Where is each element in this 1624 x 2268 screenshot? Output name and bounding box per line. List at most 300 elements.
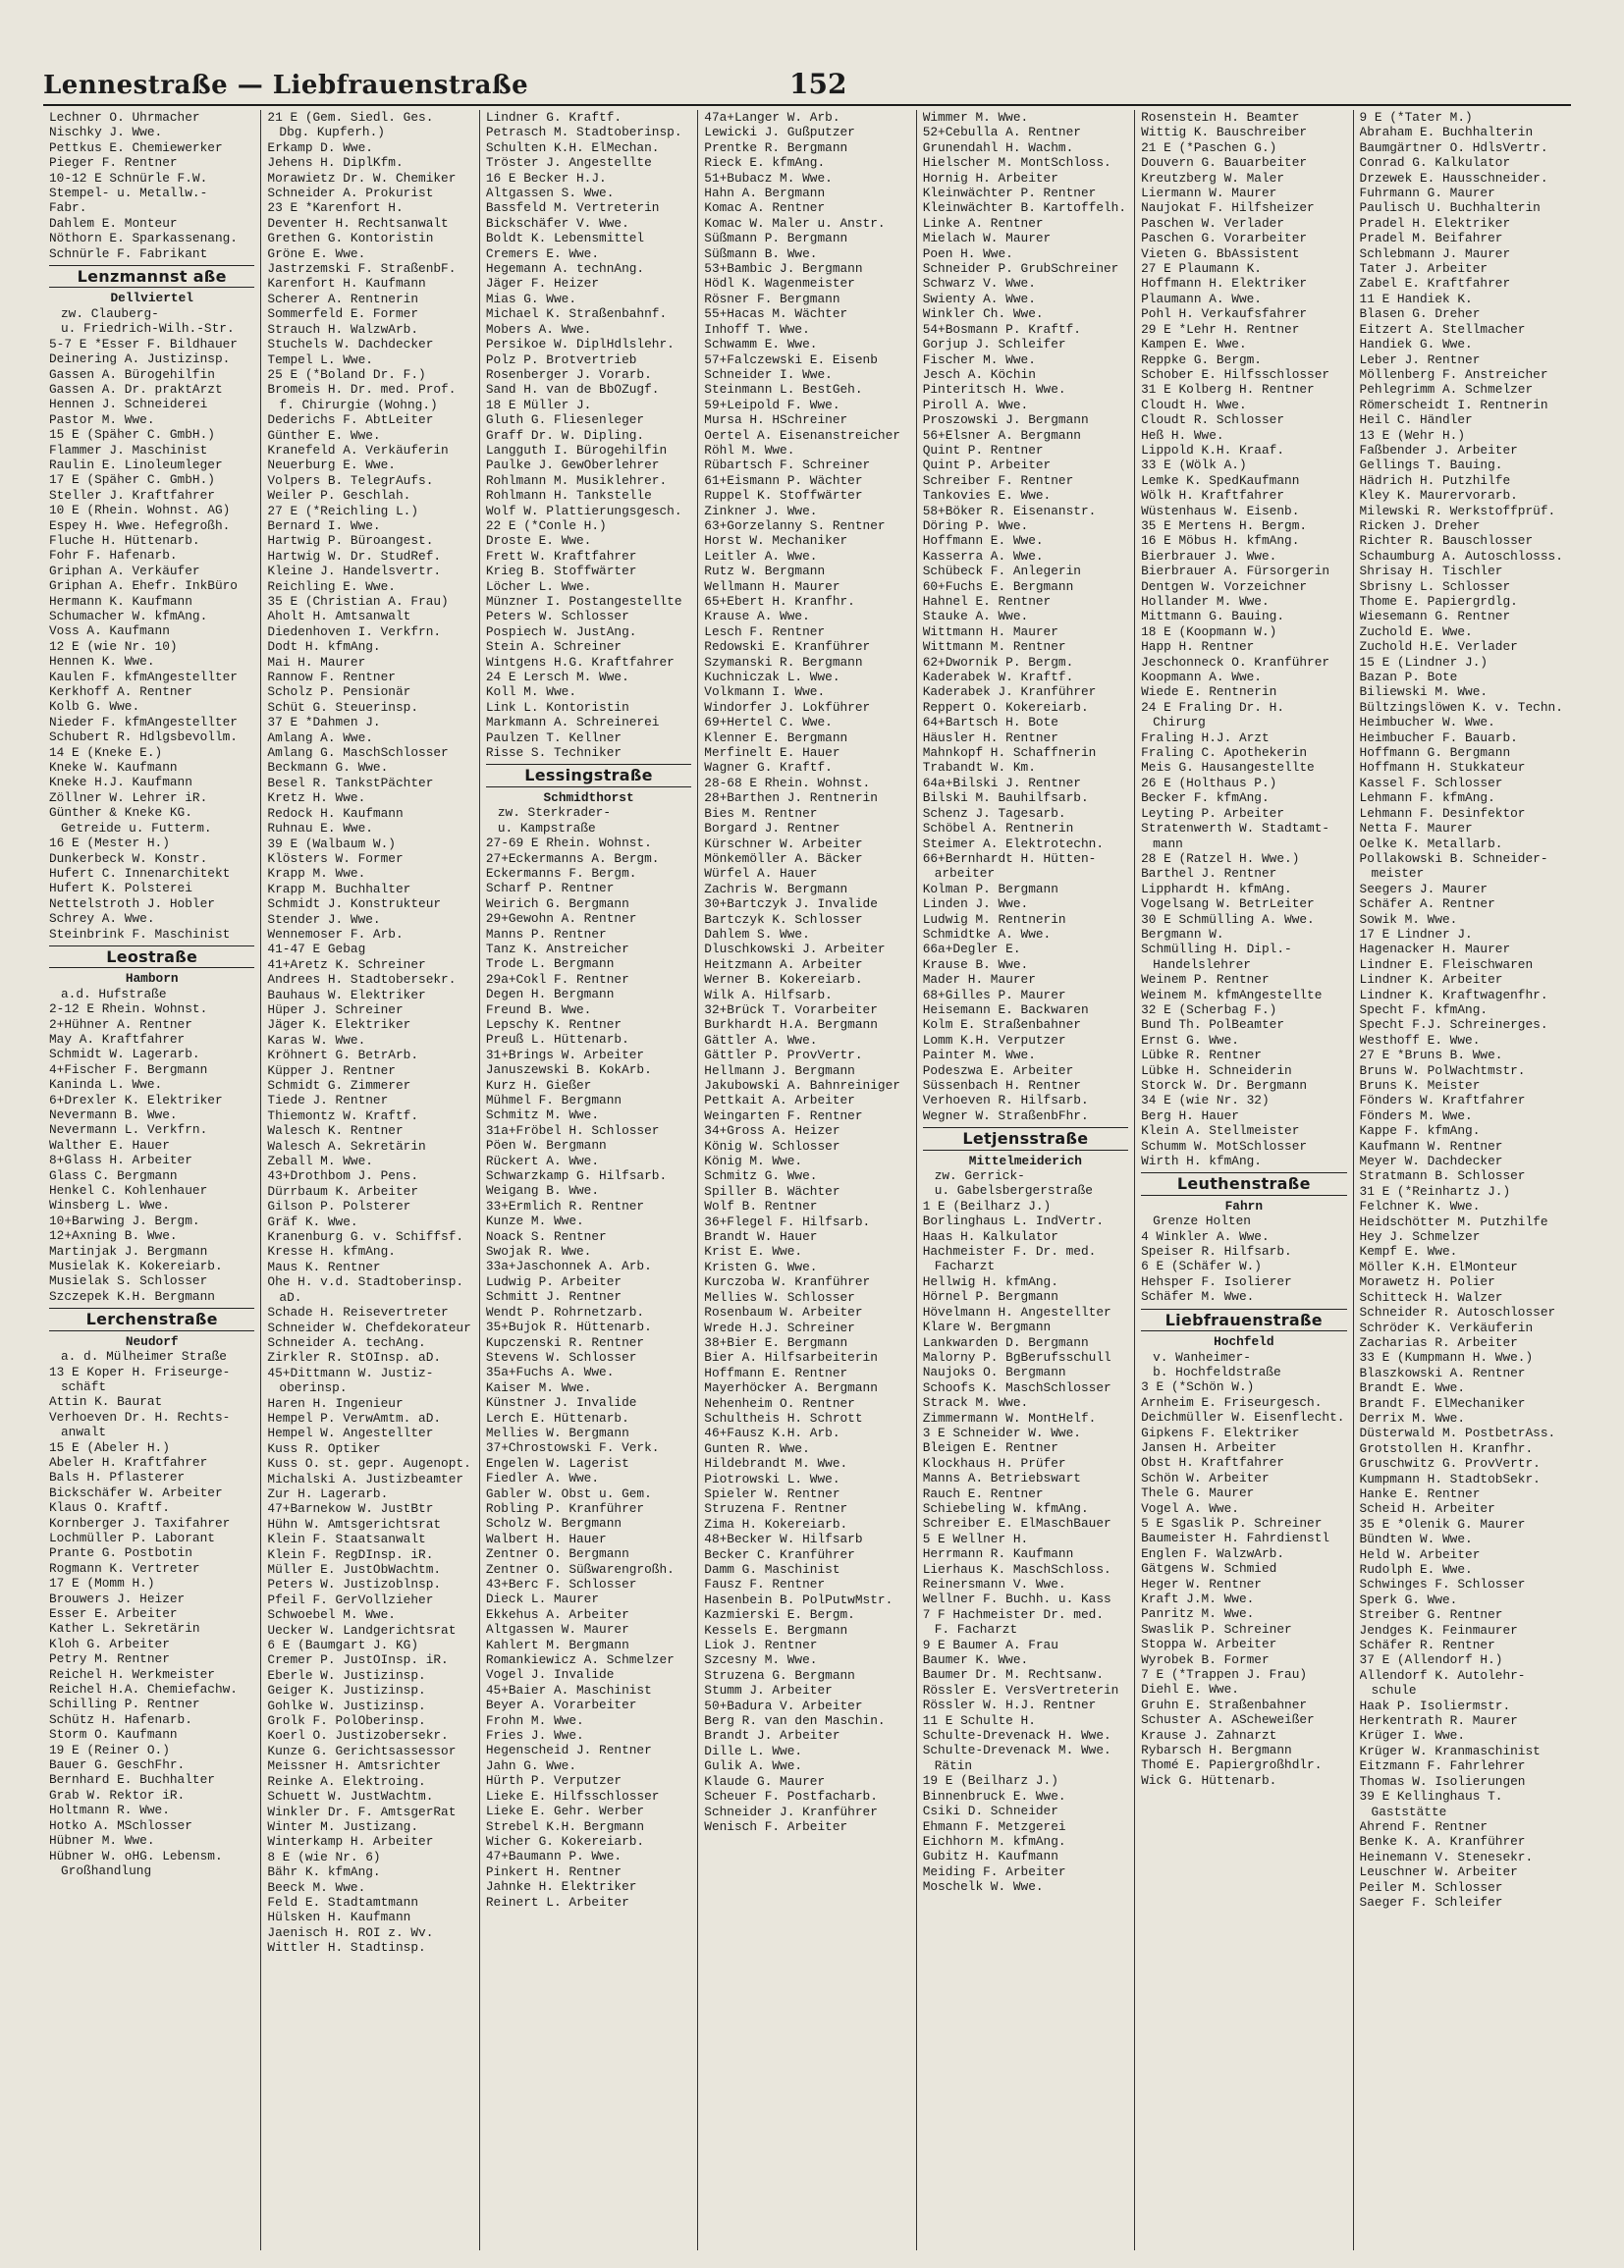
directory-entry: Hachmeister F. Dr. med.	[922, 1244, 1097, 1260]
directory-entry: Linden J. Wwe.	[922, 896, 1029, 912]
directory-entry: Aholt H. Amtsanwalt	[267, 609, 411, 624]
directory-entry: Schmülling H. Dipl.-	[1141, 942, 1292, 957]
directory-entry: Krüger W. Kranmaschinist	[1359, 1743, 1541, 1758]
directory-entry: Schmidtke A. Wwe.	[922, 926, 1052, 942]
directory-entry: Redowski E. Kranführer	[704, 639, 871, 655]
directory-entry: Schneider A. Prokurist	[267, 186, 434, 201]
directory-entry: Petrasch M. Stadtoberinsp.	[485, 125, 682, 140]
directory-entry: Andrees H. Stadtobersekr.	[267, 972, 457, 988]
directory-entry: Klein F. RegDInsp. iR.	[267, 1546, 434, 1562]
directory-entry: Hagenacker H. Maurer	[1359, 942, 1511, 957]
directory-entry: Saeger F. Schleifer	[1359, 1894, 1503, 1910]
directory-entry: Hey J. Schmelzer	[1359, 1229, 1481, 1245]
directory-entry: Lepschy K. Rentner	[485, 1016, 623, 1032]
directory-entry: Januszewski B. KokArb.	[485, 1062, 652, 1078]
directory-entry: 2-12 E Rhein. Wohnst.	[49, 1001, 208, 1017]
district-name: Hamborn	[125, 971, 179, 987]
directory-entry: Gätgens W. Schmied	[1141, 1561, 1277, 1577]
directory-entry: Schöbel A. Rentnerin	[922, 821, 1074, 837]
directory-entry: 32+Brück T. Vorarbeiter	[704, 1001, 878, 1017]
directory-entry: 47a+Langer W. Arb.	[704, 110, 840, 125]
directory-entry: Englen F. WalzwArb.	[1141, 1545, 1285, 1561]
street-heading: Lessingstraße	[486, 764, 691, 786]
directory-entry: Zima H. Kokereiarb.	[704, 1516, 848, 1532]
directory-entry: Fönders M. Wwe.	[1359, 1107, 1473, 1123]
directory-entry: Henkel C. Kohlenhauer	[49, 1183, 208, 1199]
directory-entry: Biliewski M. Wwe.	[1359, 684, 1489, 700]
directory-entry: Bilski M. Bauhilfsarb.	[922, 790, 1089, 806]
street-heading: Lerchenstraße	[49, 1308, 254, 1330]
directory-entry: Mühmel F. Bergmann	[485, 1093, 623, 1107]
directory-entry: Reichling E. Wwe.	[267, 578, 396, 594]
directory-entry: Hildebrandt M. Wwe.	[704, 1456, 848, 1472]
directory-entry: 60+Fuchs E. Bergmann	[922, 578, 1074, 594]
directory-entry: Gruschwitz G. ProvVertr.	[1359, 1456, 1541, 1472]
directory-entry: Mader H. Maurer	[922, 972, 1036, 988]
directory-entry: 10 E (Rhein. Wohnst. AG)	[49, 503, 231, 518]
directory-entry: Brandt F. ElMechaniker	[1359, 1395, 1526, 1411]
directory-entry: 58+Böker R. Eisenanstr.	[922, 503, 1097, 518]
directory-entry: Neuerburg E. Wwe.	[267, 458, 396, 473]
directory-entry: Baumgärtner O. HdlsVertr.	[1359, 139, 1548, 155]
directory-entry: Kloh G. Arbeiter	[49, 1636, 170, 1651]
directory-entry: Schulte-Drevenack M. Wwe.	[922, 1743, 1111, 1758]
directory-entry: Rosenbaum W. Arbeiter	[704, 1305, 863, 1321]
directory-entry: Hüper J. Schreiner	[267, 1001, 404, 1017]
directory-entry: Schäfer R. Rentner	[1359, 1638, 1495, 1653]
directory-entry: Hädrich H. Putzhilfe	[1359, 472, 1511, 488]
directory-entry: Tempel L. Wwe.	[267, 351, 373, 367]
street-heading: Leuthenstraße	[1141, 1172, 1346, 1195]
directory-entry: Glass C. Bergmann	[49, 1167, 178, 1183]
directory-entry: Derrix M. Wwe.	[1359, 1410, 1466, 1426]
directory-entry: Reinke A. Elektroing.	[267, 1773, 426, 1789]
directory-entry: Wennemoser F. Arb.	[267, 926, 404, 942]
directory-entry: Borlinghaus L. IndVertr.	[922, 1214, 1104, 1229]
directory-entry: Klockhaus H. Prüfer	[922, 1455, 1066, 1471]
directory-entry: Gabler W. Obst u. Gem.	[485, 1485, 652, 1501]
directory-entry: Wölk H. Kraftfahrer	[1141, 488, 1285, 504]
directory-entry: Künstner J. Invalide	[485, 1395, 637, 1411]
directory-entry: Günther E. Wwe.	[267, 427, 381, 443]
directory-entry: Winsberg L. Wwe.	[49, 1198, 170, 1214]
directory-entry: Walbert H. Hauer	[485, 1531, 607, 1546]
directory-entry: Becker F. kfmAng.	[1141, 790, 1270, 806]
directory-entry: 21 E (Gem. Siedl. Ges.	[267, 110, 434, 125]
directory-entry: Scherer A. Rentnerin	[267, 291, 419, 306]
directory-entry: Pfeil F. GerVollzieher	[267, 1592, 434, 1607]
directory-entry: Tröster J. Angestellte	[485, 155, 652, 171]
directory-entry: 63+Gorzelanny S. Rentner	[704, 517, 886, 533]
directory-entry: Kerkhoff A. Rentner	[49, 684, 192, 700]
directory-entry: Lewicki J. Gußputzer	[704, 125, 855, 140]
directory-entry: Hübner M. Wwe.	[49, 1833, 155, 1849]
directory-entry: Vogelsang W. BetrLeiter	[1141, 896, 1315, 912]
entry-continuation: anwalt	[61, 1425, 107, 1440]
directory-entry: Hoffmann E. Rentner	[704, 1365, 848, 1380]
directory-entry: Kleinwächter P. Rentner	[922, 186, 1097, 201]
directory-entry: Tankovies E. Wwe.	[922, 488, 1052, 504]
directory-entry: 37 E (Allendorf H.)	[1359, 1652, 1503, 1668]
directory-entry: Douvern G. Bauarbeiter	[1141, 155, 1308, 171]
directory-entry: Handiek G. Wwe.	[1359, 337, 1473, 352]
directory-entry: Mielach W. Maurer	[922, 231, 1052, 246]
directory-entry: Fausz F. Rentner	[704, 1577, 826, 1593]
directory-entry: Petry M. Rentner	[49, 1651, 170, 1667]
directory-entry: 27 E (*Reichling L.)	[267, 503, 419, 518]
directory-entry: Jäger F. Heizer	[485, 276, 600, 292]
directory-entry: Pinteritsch H. Wwe.	[922, 382, 1066, 398]
directory-entry: Feld E. Stadtamtmann	[267, 1894, 419, 1910]
directory-entry: Schade H. Reisevertreter	[267, 1305, 449, 1321]
directory-entry: Abeler H. Kraftfahrer	[49, 1454, 208, 1470]
directory-entry: 9 E Baumer A. Frau	[922, 1637, 1058, 1652]
directory-entry: Wendt P. Rohrnetzarb.	[485, 1304, 645, 1320]
directory-entry: 19 E (Reiner O.)	[49, 1742, 170, 1757]
directory-entry: Besel R. TankstPächter	[267, 775, 434, 790]
directory-entry: Meiding F. Arbeiter	[922, 1863, 1066, 1879]
directory-entry: Mellies W. Bergmann	[485, 1425, 629, 1440]
directory-entry: Schröder K. Verkäuferin	[1359, 1320, 1534, 1335]
directory-entry: Münzner I. Postangestellte	[485, 594, 682, 609]
directory-entry: 31 E Kolberg H. Rentner	[1141, 382, 1315, 398]
district-name: Dellviertel	[110, 291, 193, 306]
directory-entry: Krapp M. Wwe.	[267, 866, 366, 882]
directory-entry: 61+Eismann P. Wächter	[704, 472, 863, 488]
directory-entry: Hühn W. Amtsgerichtsrat	[267, 1516, 442, 1532]
directory-entry: Schumacher W. kfmAng.	[49, 609, 208, 623]
directory-entry: Eitzert A. Stellmacher	[1359, 321, 1526, 337]
directory-entry: Gulik A. Wwe.	[704, 1758, 803, 1774]
directory-entry: Peters W. Schlosser	[485, 609, 629, 624]
directory-entry: Zimmermann W. MontHelf.	[922, 1410, 1097, 1426]
directory-entry: Hödl K. Wagenmeister	[704, 276, 855, 292]
directory-entry: Jeschonneck O. Kranführer	[1141, 654, 1330, 670]
directory-entry: Komac A. Rentner	[704, 200, 826, 216]
directory-entry: Attin K. Baurat	[49, 1394, 163, 1410]
directory-entry: 39 E Kellinghaus T.	[1359, 1789, 1503, 1805]
directory-entry: Diedenhoven I. Verkfrn.	[267, 623, 442, 639]
directory-entry: Schulte-Drevenack H. Wwe.	[922, 1728, 1111, 1744]
directory-entry: Paschen W. Verlader	[1141, 215, 1285, 231]
directory-entry: Deinering A. Justizinsp.	[49, 351, 231, 367]
directory-entry: Reichel H. Werkmeister	[49, 1666, 215, 1682]
directory-entry: Nehenheim O. Rentner	[704, 1395, 855, 1411]
directory-entry: Jesch A. Köchin	[922, 366, 1036, 382]
directory-entry: Hoffmann H. Stukkateur	[1359, 760, 1526, 776]
directory-entry: Pohl H. Verkaufsfahrer	[1141, 306, 1308, 322]
directory-entry: Zabel E. Kraftfahrer	[1359, 276, 1511, 292]
directory-entry: Kappe F. kfmAng.	[1359, 1123, 1481, 1139]
directory-entry: Liok J. Rentner	[704, 1638, 818, 1653]
directory-entry: 37+Chrostowski F. Verk.	[485, 1440, 660, 1456]
directory-entry: Wagner G. Kraftf.	[704, 760, 833, 776]
directory-entry: Volpers B. TelegrAufs.	[267, 472, 434, 488]
directory-entry: Schmitz M. Wwe.	[485, 1107, 600, 1123]
directory-entry: Mönkemöller A. Bäcker	[704, 850, 863, 866]
directory-entry: 66+Bernhardt H. Hütten-	[922, 850, 1097, 866]
directory-entry: Liermann W. Maurer	[1141, 186, 1277, 201]
entry-continuation: Rätin	[934, 1757, 973, 1773]
directory-entry: Beckmann G. Wwe.	[267, 760, 389, 776]
directory-entry: Schneider J. Kranführer	[704, 1804, 878, 1819]
directory-entry: Barthel J. Rentner	[1141, 866, 1277, 882]
directory-entry: Zacharias R. Arbeiter	[1359, 1334, 1518, 1350]
directory-entry: Schäfer A. Rentner	[1359, 896, 1495, 912]
directory-entry: Zachris W. Bergmann	[704, 881, 848, 896]
directory-entry: Dentgen W. Vorzeichner	[1141, 578, 1308, 594]
directory-entry: Eitzmann F. Fahrlehrer	[1359, 1758, 1526, 1774]
directory-entry: Hahn A. Bergmann	[704, 186, 826, 201]
directory-entry: Süßmann B. Wwe.	[704, 245, 818, 261]
column-4	[697, 110, 915, 2250]
directory-entry: Schitteck H. Walzer	[1359, 1289, 1503, 1305]
directory-entry: Bartczyk K. Schlosser	[704, 911, 863, 927]
directory-entry: 53+Bambic J. Bergmann	[704, 261, 863, 277]
directory-entry: Pieger F. Rentner	[49, 155, 178, 171]
directory-entry: Krist E. Wwe.	[704, 1244, 803, 1260]
column-1	[43, 110, 260, 2250]
directory-entry: Ekkehus A. Arbeiter	[485, 1606, 629, 1622]
directory-entry: 17 E (Späher C. GmbH.)	[49, 472, 215, 488]
directory-entry: Herkentrath R. Maurer	[1359, 1713, 1518, 1729]
directory-entry: Tater J. Arbeiter	[1359, 261, 1489, 277]
directory-entry: Schneider R. Autoschlosser	[1359, 1305, 1556, 1321]
directory-entry: Burkhardt H.A. Bergmann	[704, 1017, 878, 1033]
directory-entry: Leyting P. Arbeiter	[1141, 805, 1285, 821]
directory-entry: Gassen A. Dr. praktArzt	[49, 381, 223, 397]
directory-entry: Panritz M. Wwe.	[1141, 1606, 1255, 1622]
directory-entry: Hellwig H. kfmAng.	[922, 1273, 1058, 1289]
directory-entry: 35 E Mertens H. Bergm.	[1141, 517, 1308, 533]
directory-entry: Bals H. Pflasterer	[49, 1470, 186, 1485]
directory-entry: Haak P. Isoliermstr.	[1359, 1698, 1511, 1713]
directory-entry: Krause B. Wwe.	[922, 956, 1029, 972]
directory-entry: Kurczoba W. Kranführer	[704, 1274, 871, 1290]
directory-entry: Stratenwerth W. Stadtamt-	[1141, 821, 1330, 837]
directory-entry: Stein A. Schreiner	[485, 639, 623, 655]
directory-entry: 50+Badura V. Arbeiter	[704, 1698, 863, 1713]
directory-entry: Fraling C. Apothekerin	[1141, 745, 1308, 761]
directory-entry: Bündten W. Wwe.	[1359, 1532, 1473, 1547]
directory-entry: Espey H. Wwe. Hefegroßh.	[49, 517, 231, 533]
directory-entry: Reinert L. Arbeiter	[485, 1894, 629, 1910]
directory-entry: Kleine J. Handelsvertr.	[267, 564, 442, 579]
directory-entry: Sand H. van de BbOZugf.	[485, 382, 660, 398]
directory-entry: 30+Bartczyk J. Invalide	[704, 896, 878, 912]
directory-entry: Klein A. Stellmeister	[1141, 1123, 1300, 1139]
directory-entry: Schnürle F. Fabrikant	[49, 245, 208, 261]
page-number: 152	[789, 68, 847, 100]
directory-entry: Mai H. Maurer	[267, 654, 366, 670]
directory-entry: Ruppel K. Stoffwärter	[704, 488, 863, 504]
directory-entry: 43+Berc F. Schlosser	[485, 1577, 637, 1592]
directory-entry: Vieten G. BbAssistent	[1141, 245, 1300, 261]
directory-entry: Oelke K. Metallarb.	[1359, 836, 1503, 851]
directory-entry: Weinem P. Rentner	[1141, 972, 1270, 988]
directory-entry: Blasen G. Dreher	[1359, 306, 1481, 322]
directory-entry: Wirth H. kfmAng.	[1141, 1154, 1262, 1169]
directory-entry: Nettelstroth J. Hobler	[49, 895, 215, 911]
directory-entry: 43+Drothbom J. Pens.	[267, 1168, 419, 1184]
directory-entry: Pollakowski B. Schneider-	[1359, 850, 1548, 866]
directory-entry: Lindner K. Arbeiter	[1359, 972, 1503, 988]
directory-entry: Bierbrauer A. Fürsorgerin	[1141, 564, 1330, 579]
directory-entry: Strebel K.H. Bergmann	[485, 1818, 645, 1834]
directory-entry: Storck W. Dr. Bergmann	[1141, 1078, 1308, 1093]
directory-entry: Stratmann B. Schlosser	[1359, 1168, 1526, 1184]
directory-entry: Hegenscheid J. Rentner	[485, 1743, 652, 1758]
directory-entry: Wittmann M. Rentner	[922, 639, 1066, 655]
directory-entry: 29+Gewohn A. Rentner	[485, 911, 637, 927]
directory-entry: Wüstenhaus W. Eisenb.	[1141, 503, 1300, 518]
directory-entry: Paschen G. Vorarbeiter	[1141, 231, 1308, 246]
directory-entry: Jendges K. Feinmaurer	[1359, 1622, 1518, 1638]
directory-entry: 47+Baumann P. Wwe.	[485, 1849, 623, 1864]
column-3	[479, 110, 697, 2250]
directory-entry: Gröne E. Wwe.	[267, 245, 366, 261]
directory-entry: Ruhnau E. Wwe.	[267, 821, 373, 837]
directory-entry: Risse S. Techniker	[485, 745, 623, 761]
directory-entry: Schwarz V. Wwe.	[922, 276, 1036, 292]
directory-entry: Uecker W. Landgerichtsrat	[267, 1622, 457, 1638]
entry-continuation: Getreide u. Futterm.	[61, 820, 212, 836]
directory-entry: Kolm E. Straßenbahner	[922, 1017, 1081, 1033]
directory-entry: Wolf B. Rentner	[704, 1199, 818, 1215]
directory-entry: Meissner H. Amtsrichter	[267, 1758, 442, 1774]
directory-entry: Kampen E. Wwe.	[1141, 337, 1247, 352]
directory-entry: Altgassen S. Wwe.	[485, 186, 615, 201]
directory-entry: Grethen G. Kontoristin	[267, 231, 434, 246]
directory-entry: Lechner O. Uhrmacher	[49, 110, 200, 125]
directory-entry: Zur H. Lagerarb.	[267, 1485, 389, 1501]
directory-entry: Dieck L. Maurer	[485, 1592, 600, 1607]
street-heading: Lenzmannst aße	[49, 265, 254, 288]
directory-entry: 18 E (Koopmann W.)	[1141, 623, 1277, 639]
directory-entry: Gättler A. Wwe.	[704, 1032, 818, 1048]
directory-entry: Jäger K. Elektriker	[267, 1017, 411, 1033]
entry-continuation: Handelslehrer	[1153, 956, 1251, 972]
directory-entry: Walesch A. Sekretärin	[267, 1138, 426, 1154]
directory-entry: König M. Wwe.	[704, 1154, 803, 1169]
directory-entry: Dunkerbeck W. Konstr.	[49, 850, 208, 866]
directory-entry: Kreutzberg W. Maler	[1141, 170, 1285, 186]
directory-entry: Scheuer F. Postfacharb.	[704, 1789, 878, 1805]
directory-entry: Lochmüller P. Laborant	[49, 1530, 215, 1545]
entry-continuation: zw. Clauberg-	[61, 305, 159, 321]
directory-entry: Becker C. Kranführer	[704, 1546, 855, 1562]
directory-entry: Malorny P. BgBerufsschull	[922, 1349, 1111, 1365]
directory-entry: Heimbucher F. Bauarb.	[1359, 729, 1518, 745]
directory-entry: Kunze M. Wwe.	[485, 1214, 584, 1229]
directory-entry: Schober E. Hilfsschlosser	[1141, 366, 1330, 382]
directory-entry: 18 E Müller J.	[485, 397, 592, 412]
directory-entry: Schmidt J. Konstrukteur	[267, 896, 442, 912]
directory-entry: Hörnel P. Bergmann	[922, 1289, 1058, 1305]
directory-entry: Faßbender J. Arbeiter	[1359, 442, 1518, 458]
directory-entry: Hennen K. Wwe.	[49, 654, 155, 670]
directory-entry: Raulin E. Linoleumleger	[49, 457, 223, 472]
directory-entry: 39 E (Walbaum W.)	[267, 836, 396, 851]
directory-entry: Michael K. Straßenbahnf.	[485, 306, 668, 322]
directory-entry: Mias G. Wwe.	[485, 291, 576, 306]
directory-entry: Stempel- u. Metallw.-	[49, 186, 208, 201]
directory-entry: Kempf E. Wwe.	[1359, 1244, 1458, 1260]
directory-entry: Beeck M. Wwe.	[267, 1879, 366, 1895]
directory-entry: Cloudt R. Schlosser	[1141, 412, 1285, 428]
directory-entry: 14 E (Kneke E.)	[49, 744, 163, 760]
entry-continuation: u. Kampstraße	[497, 820, 596, 836]
directory-entry: Hahnel E. Rentner	[922, 594, 1052, 609]
directory-entry: Kuss R. Optiker	[267, 1440, 381, 1456]
directory-entry: Jansen H. Arbeiter	[1141, 1439, 1277, 1455]
directory-entry: 21 E (*Paschen G.)	[1141, 139, 1277, 155]
directory-entry: Grolk F. PolOberinsp.	[267, 1713, 426, 1729]
directory-entry: Rutz W. Bergmann	[704, 564, 826, 579]
directory-entry: 41-47 E Gebag	[267, 942, 366, 957]
directory-entry: Karenfort H. Kaufmann	[267, 276, 426, 292]
directory-entry: Noack S. Rentner	[485, 1228, 607, 1244]
directory-entry: 35+Bujok R. Hüttenarb.	[485, 1320, 652, 1335]
directory-entry: Hufert C. Innenarchitekt	[49, 865, 231, 881]
directory-entry: Weinem M. kfmAngestellte	[1141, 987, 1323, 1002]
directory-entry: Hasenbein B. PolPutwMstr.	[704, 1592, 893, 1607]
directory-entry: Rössler W. H.J. Rentner	[922, 1698, 1097, 1713]
directory-entry: Bleigen E. Rentner	[922, 1440, 1058, 1456]
directory-entry: Heisemann E. Backwaren	[922, 1001, 1089, 1017]
directory-entry: Linke A. Rentner	[922, 215, 1044, 231]
directory-entry: Nischky J. Wwe.	[49, 125, 163, 140]
directory-entry: Graff Dr. W. Dipling.	[485, 427, 645, 443]
directory-entry: Schmitz G. Wwe.	[704, 1168, 818, 1184]
directory-entry: Dederichs F. AbtLeiter	[267, 412, 434, 428]
directory-entry: 33+Ermlich R. Rentner	[485, 1198, 645, 1214]
directory-entry: 65+Ebert H. Kranfhr.	[704, 594, 855, 609]
directory-entry: Binnenbruck E. Wwe.	[922, 1788, 1066, 1804]
directory-entry: Zuchold H.E. Verlader	[1359, 639, 1518, 655]
directory-entry: Peiler M. Schlosser	[1359, 1879, 1503, 1895]
directory-entry: Sowik M. Wwe.	[1359, 911, 1458, 927]
directory-entry: Kaderabek W. Kraftf.	[922, 670, 1074, 685]
directory-entry: Stender J. Wwe.	[267, 911, 381, 927]
directory-entry: Lankwarden D. Bergmann	[922, 1334, 1089, 1350]
directory-entry: Bergmann W.	[1141, 926, 1224, 942]
directory-entry: 47+Barnekow W. JustBtr	[267, 1501, 434, 1517]
directory-entry: Szcesny M. Wwe.	[704, 1652, 818, 1668]
directory-entry: Rauch E. Rentner	[922, 1485, 1044, 1501]
directory-entry: Sperk G. Wwe.	[1359, 1592, 1458, 1607]
directory-entry: Bauer G. GeschFhr.	[49, 1757, 186, 1773]
directory-entry: Boldt K. Lebensmittel	[485, 231, 645, 246]
directory-entry: Morawietz Dr. W. Chemiker	[267, 170, 457, 186]
directory-entry: Zeball M. Wwe.	[267, 1154, 373, 1169]
entry-continuation: a. d. Mülheimer Straße	[61, 1349, 227, 1365]
directory-entry: Eichhorn M. kfmAng.	[922, 1833, 1066, 1849]
directory-entry: Reppke G. Bergm.	[1141, 351, 1262, 367]
directory-entry: Painter M. Wwe.	[922, 1048, 1036, 1063]
directory-entry: Ludwig P. Arbeiter	[485, 1273, 623, 1289]
directory-entry: Kumpmann H. StadtobSekr.	[1359, 1471, 1541, 1486]
directory-entry: Kaderabek J. Kranführer	[922, 684, 1097, 700]
directory-entry: Dluschkowski J. Arbeiter	[704, 942, 886, 957]
directory-entry: Tanz K. Anstreicher	[485, 941, 629, 956]
directory-entry: Felchner K. Wwe.	[1359, 1199, 1481, 1215]
directory-entry: Kröhnert G. BetrArb.	[267, 1048, 419, 1063]
directory-entry: Schumm W. MotSchlosser	[1141, 1138, 1308, 1154]
directory-entry: Heß H. Wwe.	[1141, 427, 1224, 443]
directory-entry: Frohn M. Wwe.	[485, 1712, 584, 1728]
directory-entry: Klaude G. Maurer	[704, 1773, 826, 1789]
